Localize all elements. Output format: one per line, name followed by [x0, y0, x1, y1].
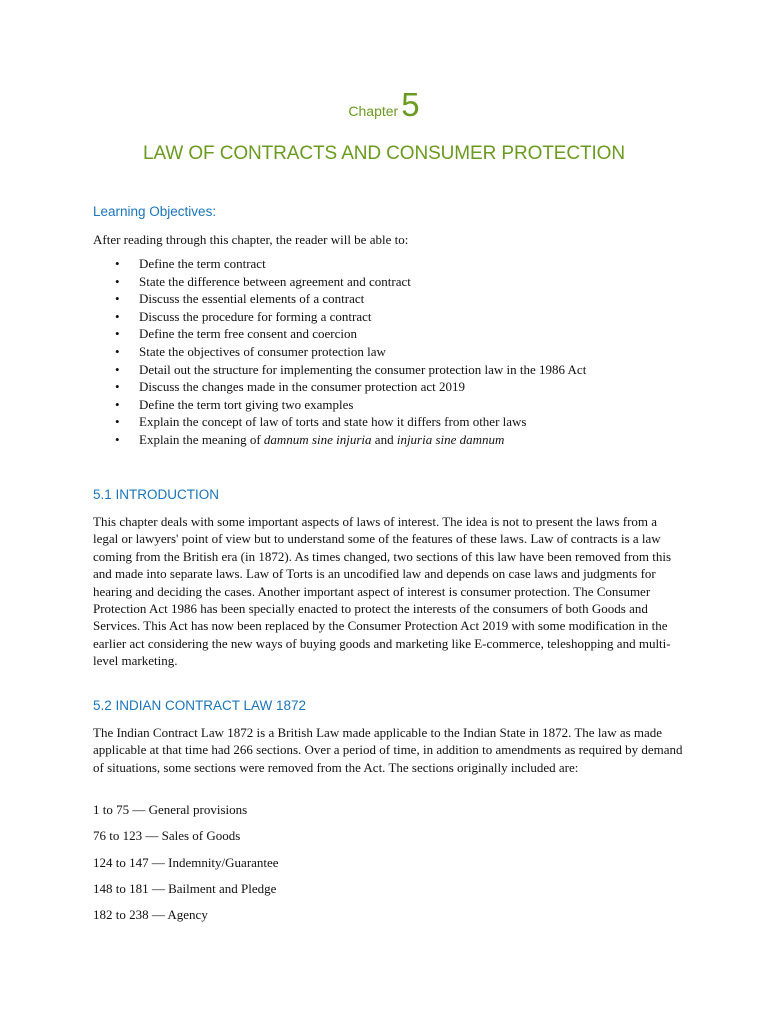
- list-item: 148 to 181 — Bailment and Pledge: [93, 880, 277, 896]
- list-item: • Define the term free consent and coercion: [115, 326, 358, 342]
- bullet-icon: •: [115, 291, 120, 307]
- bullet-icon: •: [115, 326, 120, 342]
- bullet-icon: •: [115, 414, 120, 430]
- list-item: 124 to 147 — Indemnity/Guarantee: [93, 854, 279, 870]
- latin-term: damnum sine injuria: [263, 431, 372, 447]
- bullet-icon: •: [115, 361, 120, 377]
- bullet-icon: •: [115, 256, 120, 271]
- list-item: 182 to 238 — Agency: [93, 907, 208, 923]
- contract-law-paragraph: The Indian Contract Law 1872 is a British Law made applicable to the Indian State in 1872. The law as made applicable at that time had 266 sections. Over a period of time, in addition to amendments as required by demand of situations, some sections were removed from the Act. The sections originally included are:: [93, 725, 683, 775]
- learning-objectives-intro: After reading through this chapter, the reader will be able to:: [93, 232, 409, 247]
- learning-objectives-heading: Learning Objectives:: [93, 204, 217, 219]
- list-item: • Define the term contract: [115, 256, 266, 271]
- list-item: • Discuss the changes made in the consumer protection act 2019: [115, 379, 465, 395]
- list-item: • Define the term tort giving two examples: [115, 396, 354, 412]
- bullet-icon: •: [115, 396, 120, 412]
- bullet-icon: •: [115, 379, 120, 395]
- latin-term: injuria sine damnum: [396, 431, 505, 447]
- chapter-title: LAW OF CONTRACTS AND CONSUMER PROTECTION: [143, 143, 625, 164]
- bullet-icon: •: [115, 308, 120, 324]
- list-item: • Explain the meaning of damnum sine injuria and injuria sine damnum: [115, 431, 505, 447]
- chapter-heading: [0, 88, 768, 121]
- list-item: • Discuss the procedure for forming a contract: [115, 308, 372, 324]
- list-item: • Explain the concept of law of torts and state how it differs from other laws: [115, 414, 527, 430]
- list-item: • State the difference between agreement and contract: [115, 273, 411, 289]
- list-item: 1 to 75 — General provisions: [93, 802, 248, 817]
- sections-list: [93, 801, 279, 932]
- list-item: • State the objectives of consumer protection law: [115, 343, 386, 359]
- section-heading-contract-law: 5.2 INDIAN CONTRACT LAW 1872: [93, 698, 307, 713]
- list-item: • Discuss the essential elements of a contract: [115, 291, 365, 307]
- chapter-label: Chapter: [348, 103, 399, 119]
- introduction-paragraph: This chapter deals with some important aspects of laws of interest. The idea is not to present the laws from a legal or lawyers' point of view but to understand some of the features of these laws. Law of contracts is a law coming from the British era (in 1872). As times changed, two sections of this law have been removed from this and made into separate laws. Law of Torts is an uncodified law and depends on case laws and judgments for hearing and deciding the cases. Another important aspect of interest is consumer protection. The Consumer Protection Act 1986 has been specially enacted to protect the interests of the consumers of both Goods and Services. This Act has now been replaced by the Consumer Protection Act 2019 with some modification in the earlier act considering the new ways of buying goods and marketing like E-commerce, teleshopping and multi-level marketing.: [93, 514, 672, 669]
- chapter-number: 5: [401, 86, 420, 123]
- learning-objectives-list: [93, 255, 693, 449]
- list-item: • Detail out the structure for implementing the consumer protection law in the 1986 Act: [115, 361, 587, 377]
- bullet-icon: •: [115, 431, 120, 447]
- bullet-icon: •: [115, 273, 120, 289]
- section-heading-introduction: 5.1 INTRODUCTION: [93, 487, 220, 502]
- bullet-icon: •: [115, 343, 120, 359]
- list-item: 76 to 123 — Sales of Goods: [93, 828, 241, 844]
